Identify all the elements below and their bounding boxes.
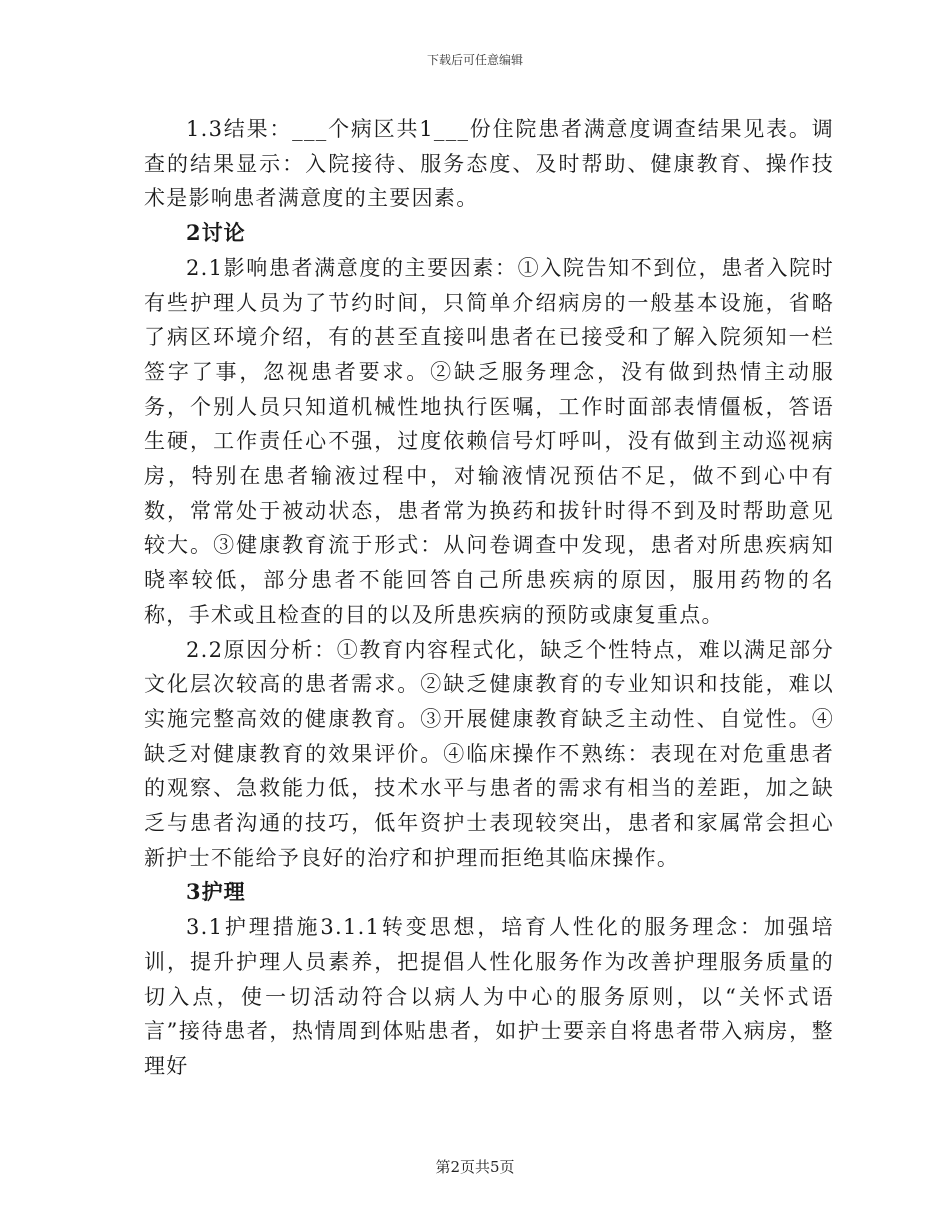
analysis-paragraph: 2.2原因分析：①教育内容程式化，缺乏个性特点，难以满足部分文化层次较高的患者需求。②缺乏健康教育的专业知识和技能，难以实施完整高效的健康教育。③开展健康教育缺乏主动性、自觉性。④缺乏对健康教育的效果评价。④临床操作不熟练：表现在对危重患者的观察、急救能力低，技术水平与患者的需求有相当的差距，加之缺乏与患者沟通的技巧，低年资护士表现较突出，患者和家属常会担心新护士不能给予良好的治疗和护理而拒绝其临床操作。 bbox=[144, 637, 834, 870]
result-paragraph: 1.3结果：___个病区共1___份住院患者满意度调查结果见表。调查的结果显示：入院接待、服务态度、及时帮助、健康教育、操作技术是影响患者满意度的主要因素。 bbox=[144, 117, 834, 211]
section-heading-discussion: 2讨论 bbox=[186, 220, 246, 246]
section-heading-nursing: 3护理 bbox=[186, 879, 246, 905]
measures-paragraph: 3.1护理措施3.1.1转变思想，培育人性化的服务理念：加强培训，提升护理人员素养，把提倡人性化服务作为改善护理服务质量的切入点，使一切活动符合以病人为中心的服务原则，以“关怀式语言”接待患者，热情周到体贴患者，如护士要亲自将患者带入病房，整理好 bbox=[144, 915, 834, 1078]
page-footer: 第2页共5页 bbox=[435, 1158, 515, 1176]
document-body bbox=[144, 112, 834, 1084]
factors-paragraph: 2.1影响患者满意度的主要因素：①入院告知不到位，患者入院时有些护理人员为了节约时间，只简单介绍病房的一般基本设施，省略了病区环境介绍，有的甚至直接叫患者在已接受和了解入院须知一栏签字了事，忽视患者要求。②缺乏服务理念，没有做到热情主动服务，个别人员只知道机械性地执行医嘱，工作时面部表情僵板，答语生硬，工作责任心不强，过度依赖信号灯呼叫，没有做到主动巡视病房，特别在患者输液过程中，对输液情况预估不足，做不到心中有数，常常处于被动状态，患者常为换药和拔针时得不到及时帮助意见较大。③健康教育流于形式：从问卷调查中发现，患者对所患疾病知晓率较低，部分患者不能回答自己所患疾病的原因，服用药物的名称，手术或且检查的目的以及所患疾病的预防或康复重点。 bbox=[144, 255, 834, 627]
page-header: 下载后可任意编辑 bbox=[426, 53, 523, 67]
